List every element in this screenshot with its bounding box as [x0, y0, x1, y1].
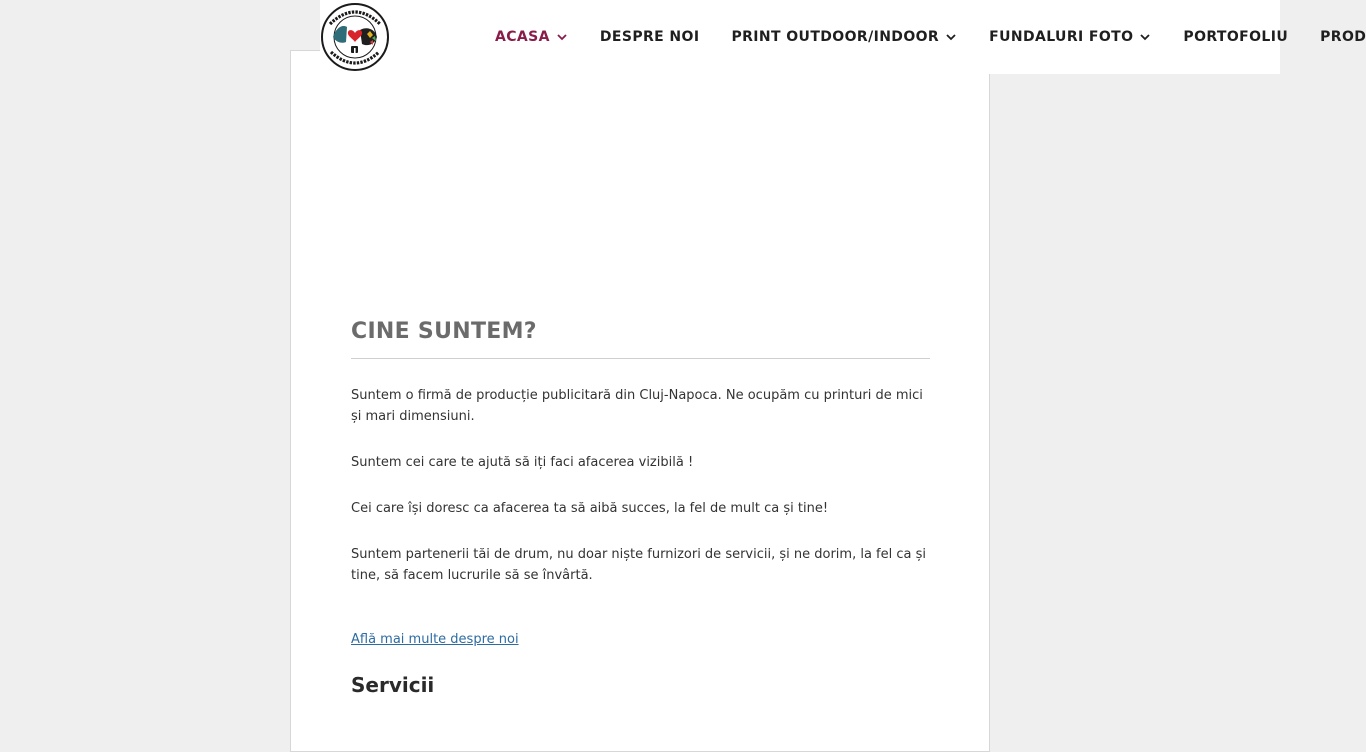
nav-item-fundaluri-foto[interactable] — [989, 29, 1151, 45]
learn-more-link[interactable]: Află mai multe despre noi — [351, 632, 519, 647]
nav-item-portofoliu[interactable] — [1183, 29, 1288, 45]
nav-item-print[interactable] — [731, 29, 957, 45]
nav-item-prod[interactable] — [1320, 29, 1366, 45]
nav-label-despre-noi: DESPRE NOI — [599, 29, 700, 45]
site-header — [320, 0, 1366, 74]
title-divider — [351, 358, 930, 359]
nav-label-fundaluri-foto: FUNDALURI FOTO — [989, 29, 1134, 45]
content-panel — [290, 50, 990, 752]
chevron-down-icon — [945, 31, 957, 43]
nav-item-despre-noi[interactable] — [600, 29, 700, 45]
nav-label-portofoliu: PORTOFOLIU — [1183, 29, 1289, 45]
services-heading: Servicii — [351, 673, 435, 697]
chevron-down-icon — [1139, 31, 1151, 43]
logo-icon[interactable] — [320, 2, 390, 72]
paragraph-success: Cei care își doresc ca afacerea ta să aibă succes, la fel de mult ca și tine! — [351, 501, 829, 516]
paragraph-visibility: Suntem cei care te ajută să iți faci afacerea vizibilă ! — [351, 455, 694, 470]
paragraph-partners: Suntem partenerii tăi de drum, nu doar niște furnizori de servicii, și ne dorim, la fel ca și tine, să facem lucrurile să se învârtă. — [351, 547, 927, 583]
chevron-down-icon — [556, 31, 568, 43]
paragraph-intro: Suntem o firmă de producție publicitară din Cluj-Napoca. Ne ocupăm cu printuri de mici și mari dimensiuni. — [351, 388, 923, 424]
main-nav — [495, 0, 1366, 74]
nav-label-acasa: ACASA — [495, 29, 550, 45]
nav-item-acasa[interactable] — [495, 29, 568, 45]
nav-label-print: PRINT OUTDOOR/INDOOR — [731, 29, 940, 45]
section-title: CINE SUNTEM? — [351, 319, 537, 344]
nav-label-prod: PROD — [1320, 29, 1366, 45]
